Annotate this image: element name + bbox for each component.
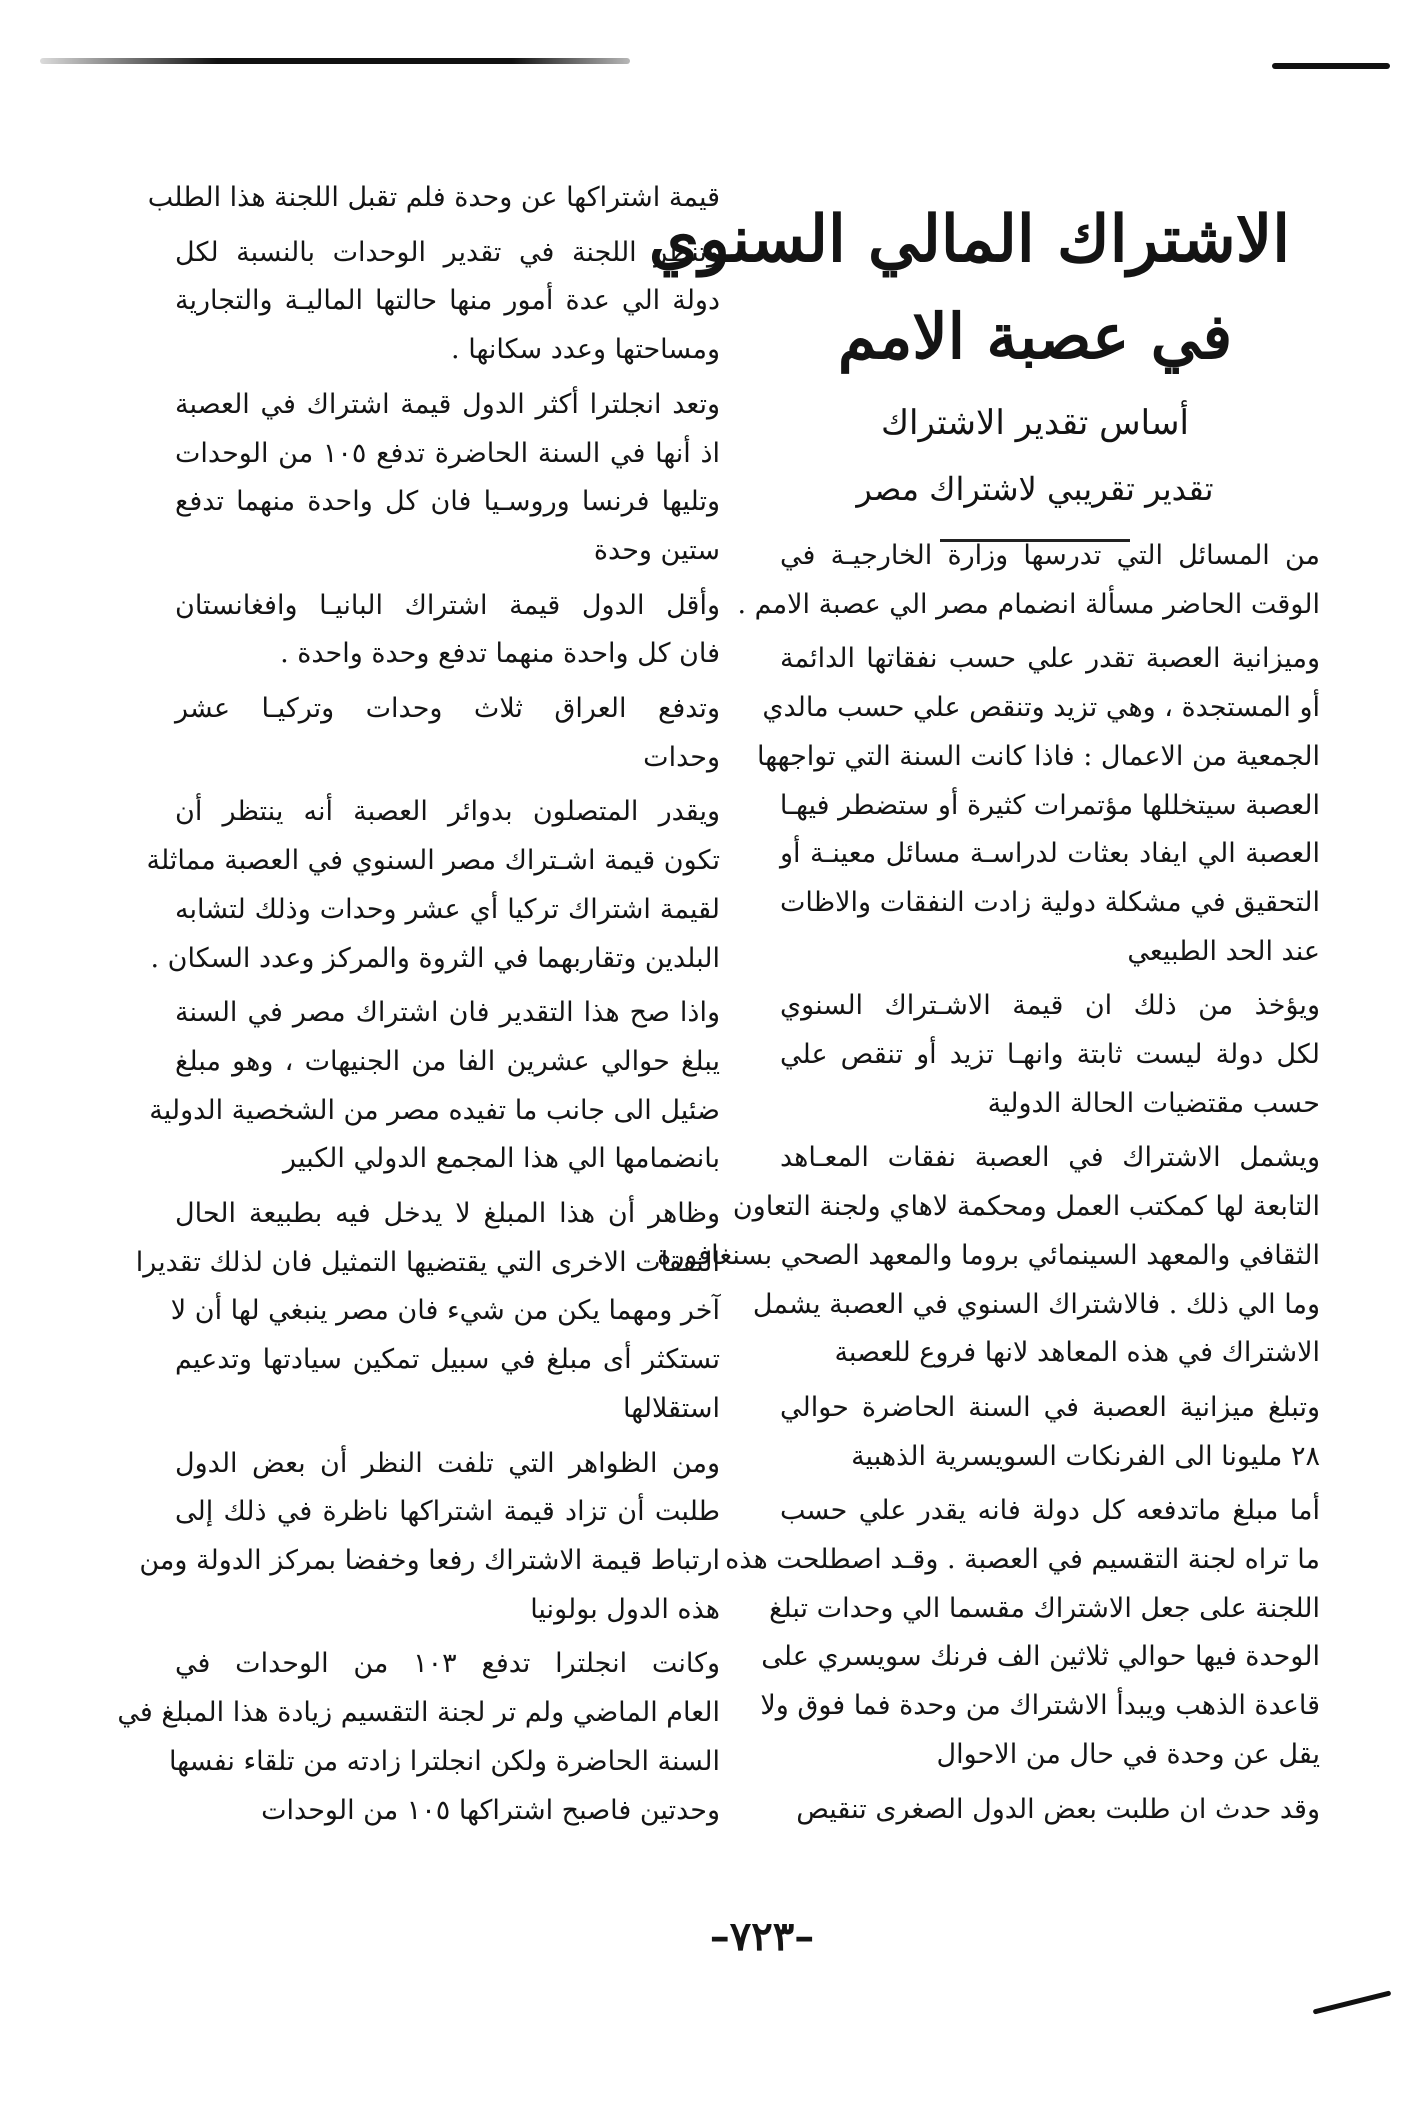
text-line: يبلغ حوالي عشرين الفا من الجنيهات ، وهو مبلغ [175, 1045, 720, 1077]
paragraph [737, 532, 1320, 629]
paragraph [139, 1440, 720, 1635]
text-line: وكانت انجلترا تدفع ١٠٣ من الوحدات في [175, 1648, 720, 1680]
text-line: وتعد انجلترا أكثر الدول قيمة اشتراك في العصبة [175, 388, 720, 420]
text-line: ويشمل الاشتراك في العصبة نفقات المعـاهد [780, 1142, 1320, 1174]
text-line: ومساحتها وعدد سكانها . [451, 334, 720, 366]
text-line: النفقات الاخرى التي يقتضيها التمثيل فان لذلك تقديرا [135, 1246, 720, 1278]
text-line: ارتباط قيمة الاشتراك رفعا وخفضا بمركز الدولة ومن [139, 1544, 720, 1576]
text-line: آخر ومهما يكن من شيء فان مصر ينبغي لها أن لا [170, 1295, 720, 1327]
text-line: واذا صح هذا التقدير فان اشتراك مصر في السنة [175, 997, 720, 1029]
top-right-rule [1272, 63, 1390, 69]
article-subtitle-2: تقدير تقريبي لاشتراك مصر [856, 470, 1214, 508]
paragraph [149, 989, 720, 1184]
text-line: وتليها فرنسا وروسـيا فان كل واحدة منهما تدفع [175, 486, 720, 518]
text-line: وحدات [643, 741, 720, 773]
paragraph [175, 381, 720, 576]
paragraph [780, 982, 1320, 1128]
text-line: من المسائل التي تدرسها وزارة الخارجيـة في [780, 540, 1320, 571]
paragraph [780, 1384, 1320, 1481]
text-line: قاعدة الذهب ويبدأ الاشتراك من وحدة فما فوق ولا [760, 1690, 1320, 1722]
paragraph [146, 788, 720, 983]
text-line: البلدين وتقاربهما في الثروة والمركز وعدد السكان . [150, 942, 720, 974]
text-line: ٢٨ مليونا الى الفرنكات السويسرية الذهبية [851, 1440, 1320, 1472]
text-line: وتبلغ ميزانية العصبة في السنة الحاضرة حوالي [780, 1391, 1320, 1423]
text-line: السنة الحاضرة ولكن انجلترا زادته من تلقاء نفسها [168, 1745, 720, 1777]
text-line: عند الحد الطبيعي [1127, 935, 1320, 967]
text-line: لكل دولة ليست ثابتة وانهـا تزيد أو تنقص علي [780, 1039, 1320, 1071]
text-line: يقل عن وحدة في حال من الاحوال [936, 1738, 1320, 1770]
text-line: وتدفع العراق ثلاث وحدات وتركيـا عشر [175, 693, 720, 725]
text-line: أو المستجدة ، وهي تزيد وتنقص علي حسب مالدي [762, 692, 1320, 724]
text-line: ويقدر المتصلون بدوائر العصبة أنه ينتظر أن [175, 796, 720, 828]
text-line: لقيمة اشتراك تركيا أي عشر وحدات وذلك لتشابه [175, 893, 720, 925]
paragraph [147, 174, 720, 223]
text-line: اللجنة على جعل الاشتراك مقسما الي وحدات تبلغ [769, 1592, 1320, 1624]
text-line: ويؤخذ من ذلك ان قيمة الاشـتراك السنوي [780, 990, 1320, 1022]
paragraph [657, 1134, 1320, 1378]
page-number: –٧٢٣– [709, 1913, 815, 1960]
paragraph [725, 1487, 1320, 1779]
text-line: التابعة لها كمكتب العمل ومحكمة لاهاي ولجنة التعاون [732, 1191, 1320, 1223]
text-line: وتنظر اللجنة في تقدير الوحدات بالنسبة لكل [175, 236, 720, 268]
paragraph [175, 685, 720, 782]
text-line: الجمعية من الاعمال : فاذا كانت السنة التي تواجهها [756, 740, 1320, 772]
text-line: اذ أنها في السنة الحاضرة تدفع ١٠٥ من الوحدات [175, 437, 721, 469]
text-line: وأقل الدول قيمة اشتراك البانيـا وافغانستان [175, 589, 720, 621]
text-line: هذه الدول بولونيا [530, 1593, 720, 1625]
paragraph [175, 582, 720, 679]
text-line: وظاهر أن هذا المبلغ لا يدخل فيه بطبيعة الحال [175, 1198, 720, 1230]
paragraph [756, 635, 1320, 976]
text-line: ضئيل الى جانب ما تفيده مصر من الشخصية الدولية [149, 1094, 720, 1126]
text-line: دولة الي عدة أمور منها حالتها الماليـة والتجارية [175, 285, 720, 317]
text-line: تستكثر أى مبلغ في سبيل تمكين سيادتها وتدعيم [175, 1344, 720, 1376]
text-line: حسب مقتضيات الحالة الدولية [987, 1087, 1320, 1119]
paragraph [175, 229, 720, 375]
left-text-column [117, 174, 721, 1841]
text-line: أما مبلغ ماتدفعه كل دولة فانه يقدر علي حسب [780, 1495, 1320, 1527]
text-line: فان كل واحدة منهما تدفع وحدة واحدة . [280, 638, 720, 670]
text-line: التحقيق في مشكلة دولية زادت النفقات والاظات [780, 886, 1320, 918]
text-line: ما تراه لجنة التقسيم في العصبة . وقـد اصطلحت هذه [725, 1544, 1320, 1576]
text-line: الثقافي والمعهد السينمائي بروما والمعهد الصحي بسنغافورة [657, 1239, 1320, 1271]
paragraph [780, 1786, 1320, 1835]
paragraph [135, 1190, 720, 1434]
text-line: وقد حدث ان طلبت بعض الدول الصغرى تنقيص [796, 1793, 1320, 1825]
article-subtitle-1: أساس تقدير الاشتراك [881, 403, 1189, 443]
text-line: تكون قيمة اشـتراك مصر السنوي في العصبة مماثلة [146, 845, 720, 877]
text-line: بانضمامها الي هذا المجمع الدولي الكبير [283, 1143, 720, 1175]
text-line: طلبت أن تزاد قيمة اشتراكها ناظرة في ذلك إلى [175, 1496, 720, 1528]
text-line: العصبة الي ايفاد بعثات لدراسـة مسائل معينـة أو [780, 838, 1320, 870]
text-line: وحدتين فاصبح اشتراكها ١٠٥ من الوحدات [261, 1794, 720, 1826]
text-line: الوقت الحاضر مسألة انضمام مصر الي عصبة الامم . [737, 588, 1320, 620]
text-line: العام الماضي ولم تر لجنة التقسيم زيادة هذا المبلغ في [117, 1697, 720, 1729]
text-line: وميزانية العصبة تقدر علي حسب نفقاتها الدائمة [780, 643, 1320, 675]
text-line: قيمة اشتراكها عن وحدة فلم تقبل اللجنة هذا الطلب [147, 182, 720, 213]
text-line: ستين وحدة [593, 534, 720, 566]
text-line: وما الي ذلك . فالاشتراك السنوي في العصبة يشمل [752, 1288, 1320, 1320]
paragraph [117, 1640, 720, 1835]
bottom-right-rule [1313, 1990, 1392, 2014]
article-title-line-2: في عصبة الامم [837, 300, 1233, 373]
text-line: ومن الظواهر التي تلفت النظر أن بعض الدول [175, 1447, 720, 1479]
text-line: العصبة سيتخللها مؤتمرات كثيرة أو ستضطر فيهـا [779, 789, 1320, 821]
article-title-line-1: الاشتراك المالي السنوي [648, 202, 1290, 277]
text-line: الاشتراك في هذه المعاهد لانها فروع للعصبة [834, 1337, 1320, 1369]
text-line: استقلالها [623, 1392, 720, 1424]
text-line: الوحدة فيها حوالي ثلاثين الف فرنك سويسري على [761, 1641, 1320, 1673]
article-heading [648, 195, 1290, 542]
top-left-rule [40, 58, 630, 64]
